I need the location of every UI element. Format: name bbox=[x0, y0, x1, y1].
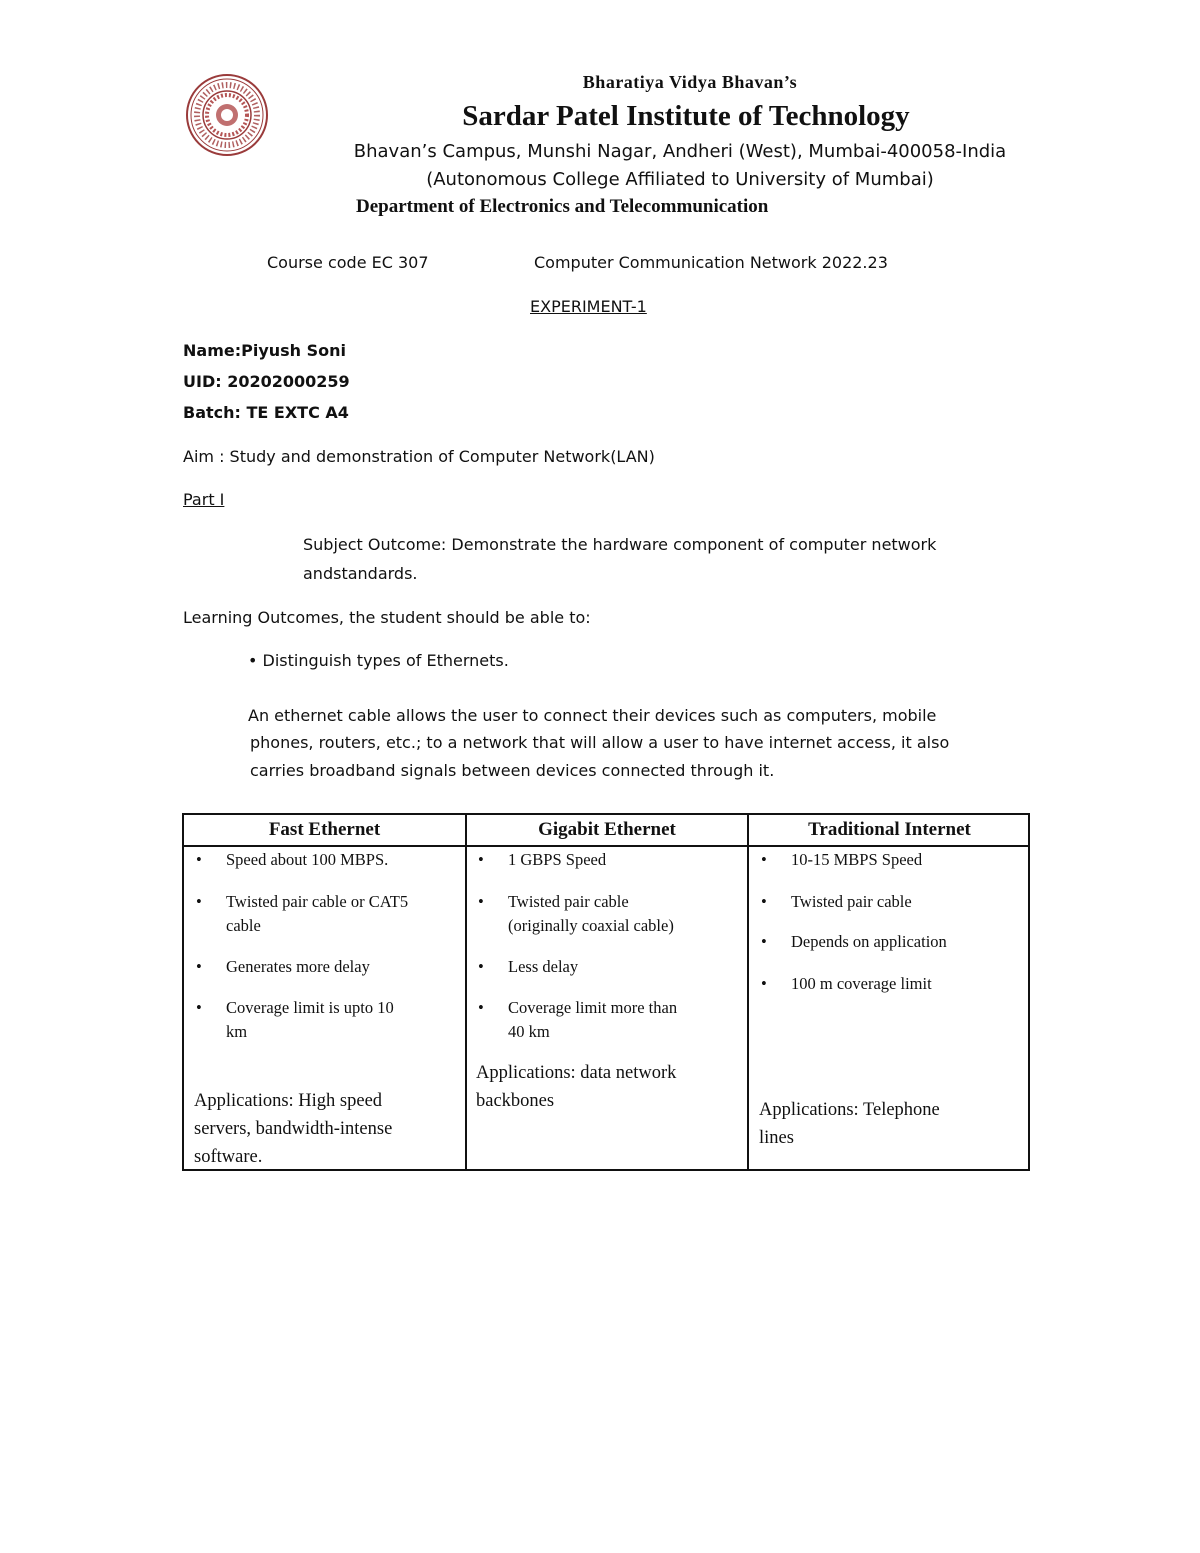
trust-name: Bharatiya Vidya Bhavan’s bbox=[582, 72, 798, 92]
bullet: • bbox=[248, 651, 258, 670]
table-header-gigabit-ethernet: Gigabit Ethernet bbox=[538, 819, 676, 840]
institute-affiliation: (Autonomous College Affiliated to University of Mumbai) bbox=[426, 169, 934, 190]
subject-outcome-line-1: Subject Outcome: Demonstrate the hardware component of computer network bbox=[303, 535, 937, 554]
column-divider bbox=[465, 815, 467, 1169]
student-name: Name:Piyush Soni bbox=[183, 341, 347, 360]
subject-outcome-line-2: andstandards. bbox=[303, 564, 418, 583]
list-item: • 100 m coverage limit bbox=[761, 974, 932, 993]
list-item: • Twisted pair cable or CAT5 cable bbox=[196, 892, 409, 935]
applications-text: Applications: Telephone lines bbox=[759, 1100, 940, 1148]
list-item: • Twisted pair cable (originally coaxial cable) bbox=[478, 892, 674, 935]
column-divider bbox=[747, 815, 749, 1169]
list-item: • Depends on application bbox=[761, 932, 947, 951]
intro-paragraph-line-3: carries broadband signals between devices connected through it. bbox=[250, 761, 775, 780]
course-code: Course code EC 307 bbox=[267, 253, 429, 272]
learning-outcome-item bbox=[248, 651, 509, 670]
applications-text: Applications: data network backbones bbox=[476, 1063, 677, 1111]
list-item: • Twisted pair cable bbox=[761, 892, 912, 911]
aim-text: Aim : Study and demonstration of Computer Network(LAN) bbox=[183, 447, 655, 466]
institute-title: Sardar Patel Institute of Technology bbox=[462, 100, 910, 132]
part-heading: Part I bbox=[183, 490, 225, 509]
student-uid: UID: 20202000259 bbox=[183, 372, 350, 391]
institute-address: Bhavan’s Campus, Munshi Nagar, Andheri (West), Mumbai-400058-India bbox=[353, 141, 1007, 162]
list-item: • Less delay bbox=[478, 957, 579, 976]
course-name: Computer Communication Network 2022.23 bbox=[534, 253, 888, 272]
list-item: • 1 GBPS Speed bbox=[478, 850, 607, 869]
list-item: • Generates more delay bbox=[196, 957, 370, 976]
learning-outcome-text: Distinguish types of Ethernets. bbox=[262, 651, 509, 670]
ethernet-comparison-table bbox=[182, 813, 1030, 1171]
table-header-fast-ethernet: Fast Ethernet bbox=[268, 819, 381, 840]
student-batch: Batch: TE EXTC A4 bbox=[183, 403, 349, 422]
list-item: • 10-15 MBPS Speed bbox=[761, 850, 923, 869]
college-seal-logo bbox=[185, 73, 269, 157]
learning-outcomes-heading: Learning Outcomes, the student should be able to: bbox=[183, 608, 591, 627]
table-header-traditional-internet: Traditional Internet bbox=[808, 819, 971, 840]
header-divider bbox=[184, 845, 1028, 847]
applications-text: Applications: High speed servers, bandwidth-intense software. bbox=[194, 1091, 393, 1167]
department-name: Department of Electronics and Telecommunication bbox=[356, 196, 769, 217]
intro-paragraph-line-2: phones, routers, etc.; to a network that will allow a user to have internet access, it also bbox=[250, 733, 950, 752]
list-item: • Coverage limit is upto 10 km bbox=[196, 998, 394, 1041]
intro-paragraph-line-1: An ethernet cable allows the user to connect their devices such as computers, mobile bbox=[248, 706, 937, 725]
experiment-title: EXPERIMENT-1 bbox=[530, 297, 647, 316]
list-item: • Speed about 100 MBPS. bbox=[196, 850, 389, 869]
list-item: • Coverage limit more than 40 km bbox=[478, 998, 678, 1041]
